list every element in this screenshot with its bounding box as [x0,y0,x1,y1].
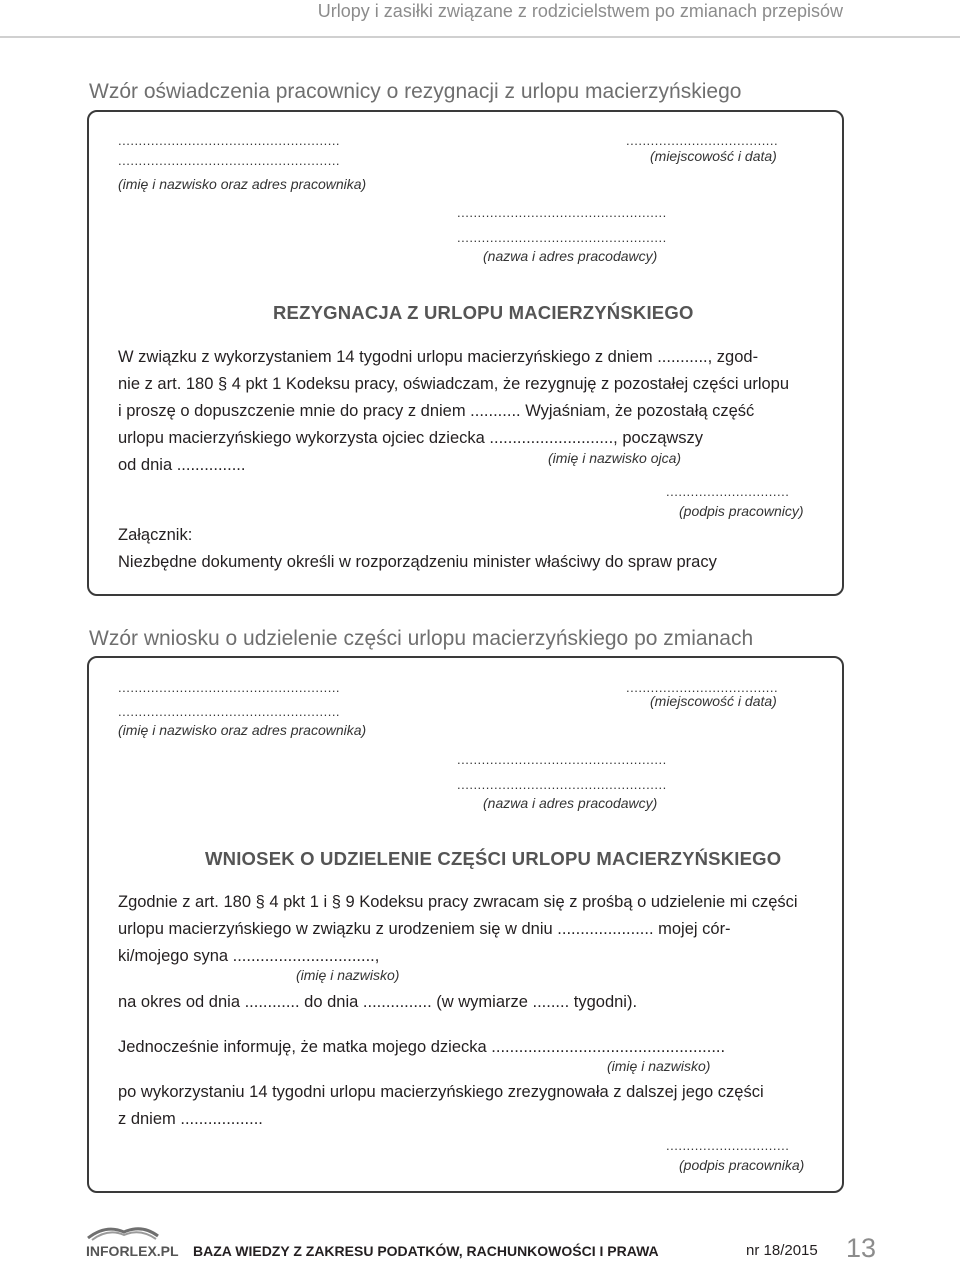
s2-after-line-1: po wykorzystaniu 14 tygodni urlopu macierzyńskiego zrezygnowała z dalszej jego części [118,1083,764,1101]
child-name-caption: (imię i nazwisko) [296,967,400,983]
s2-body-line-1: Zgodnie z art. 180 § 4 pkt 1 i § 9 Kodeksu pracy zwracam się z prośbą o udzielenie mi części [118,893,798,911]
s2-place-date-caption: (miejscowość i data) [650,693,777,709]
place-date-caption: (miejscowość i data) [650,148,777,164]
footer-tagline: BAZA WIEDZY Z ZAKRESU PODATKÓW, RACHUNKOWOŚCI I PRAWA [193,1243,659,1259]
employer-dots-line-2: ................................................... [457,230,667,245]
s2-body-line-2: urlopu macierzyńskiego w związku z urodzeniem się w dniu ..................... mojej cór- [118,920,731,938]
s2-employee-dots-line-1: ...................................................... [118,680,341,695]
employer-caption: (nazwa i adres pracodawcy) [483,248,658,264]
s1-body-line-3: i proszę o dopuszczenie mnie do pracy z dniem ........... Wyjaśniam, że pozostałą część [118,402,755,420]
inforlex-logo-text: INFORLEX.PL [86,1243,179,1259]
section1-heading: REZYGNACJA Z URLOPU MACIERZYŃSKIEGO [273,302,694,323]
s1-body-line-4: urlopu macierzyńskiego wykorzysta ojciec dziecka ..........................., począwszy [118,429,704,447]
section1-title: Wzór oświadczenia pracownicy o rezygnacji z urlopu macierzyńskiego [89,80,742,103]
s2-signature-dots: .............................. [666,1138,790,1153]
section2-title: Wzór wniosku o udzielenie części urlopu macierzyńskiego po zmianach [89,627,754,650]
header-rule [0,36,960,38]
s1-body-line-5: od dnia ............... [118,456,246,474]
s2-body-line-3: ki/mojego syna ..............................., [118,947,380,965]
s2-signature-caption: (podpis pracownika) [679,1157,805,1173]
mother-name-caption: (imię i nazwisko) [607,1058,711,1074]
s1-signature-caption: (podpis pracownicy) [679,503,804,519]
section2-heading: WNIOSEK O UDZIELENIE CZĘŚCI URLOPU MACIERZYŃSKIEGO [205,848,782,869]
mother-line: Jednocześnie informuję, że matka mojego dziecka ................................................... [118,1038,726,1056]
running-header: Urlopy i zasiłki związane z rodzicielstwem po zmianach przepisów [317,1,843,21]
s1-body-line-2: nie z art. 180 § 4 pkt 1 Kodeksu pracy, oświadczam, że rezygnuję z pozostałej części urlopu [118,375,790,393]
s1-signature-dots: .............................. [666,484,790,499]
place-date-dots: ..................................... [626,133,779,148]
issue-number: nr 18/2015 [746,1242,818,1259]
attachment-label: Załącznik: [118,526,193,544]
inforlex-logo-icon [86,1222,160,1242]
employer-dots-line-1: ................................................... [457,205,667,220]
employee-dots-line-2: ...................................................... [118,153,341,168]
employee-dots-line-1: ...................................................... [118,133,341,148]
employee-caption: (imię i nazwisko oraz adres pracownika) [118,176,367,192]
s2-employee-dots-line-2: ...................................................... [118,704,341,719]
page-number: 13 [846,1233,877,1263]
s2-employer-dots-line-1: ................................................... [457,752,667,767]
s2-employee-caption: (imię i nazwisko oraz adres pracownika) [118,722,367,738]
attachment-text: Niezbędne dokumenty określi w rozporządzeniu minister właściwy do spraw pracy [118,553,717,571]
father-name-caption: (imię i nazwisko ojca) [548,450,682,466]
s2-employer-caption: (nazwa i adres pracodawcy) [483,795,658,811]
s2-after-line-2: z dniem .................. [118,1110,263,1128]
period-line: na okres od dnia ............ do dnia ............... (w wymiarze ........ tygodni). [118,993,638,1011]
s1-body-line-1: W związku z wykorzystaniem 14 tygodni urlopu macierzyńskiego z dniem ..........., zgod- [118,348,759,366]
s2-employer-dots-line-2: ................................................... [457,777,667,792]
s2-place-date-dots: ..................................... [626,680,779,695]
